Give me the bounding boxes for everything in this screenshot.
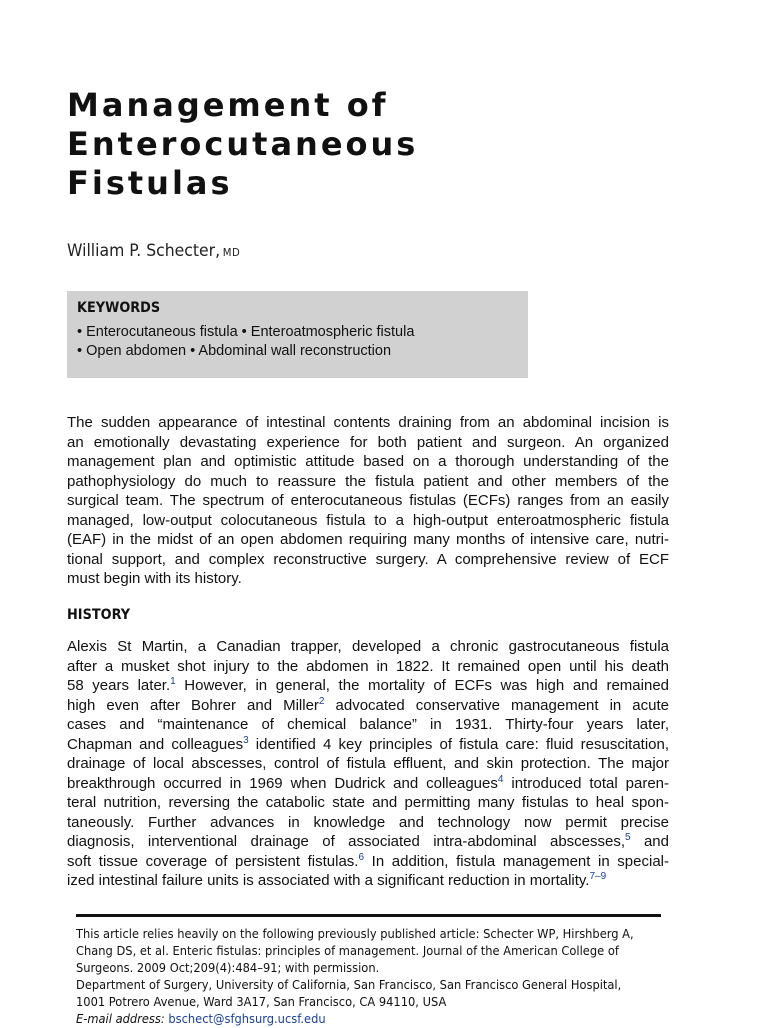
text-line: an emotionally devastating experience for both patient and surgeon. An organized <box>67 433 669 451</box>
text-segment: advocated conservative management in acute <box>324 696 669 714</box>
text-line <box>67 774 669 794</box>
reference-link[interactable]: 6 <box>358 851 365 863</box>
article-title-line: Enterocutaneous <box>67 125 419 163</box>
text-segment: 58 years later. <box>67 677 171 694</box>
reference-link[interactable]: 2 <box>318 695 325 707</box>
text-segment: In addition, fistula management in special- <box>364 852 669 870</box>
text-line: pathophysiology do much to reassure the fistula patient and other members of the <box>67 472 669 490</box>
reference-link[interactable]: 3 <box>243 734 249 746</box>
footnote-line: This article relies heavily on the following previously published article: Schecter WP, Hirshberg A, <box>76 927 634 941</box>
section-heading-history: HISTORY <box>67 607 131 623</box>
reference-link[interactable]: 7–9 <box>589 871 607 882</box>
author-degree: MD <box>222 246 241 259</box>
text-segment: ized intestinal failure units is associated with a significant reduction in mortality. <box>67 872 590 889</box>
text-line: taneously. Further advances in knowledge and technology now permit precise <box>67 813 669 831</box>
text-segment: diagnosis, interventional drainage of associated intra-abdominal abscesses, <box>67 833 626 850</box>
email-link[interactable]: bschect@sfghsurg.ucsf.edu <box>168 1012 326 1026</box>
history-paragraph <box>67 637 669 891</box>
text-line: Alexis St Martin, a Canadian trapper, developed a chronic gastrocutaneous fistula <box>67 638 669 655</box>
text-segment: identified 4 key principles of fistula care: fluid resuscitation, <box>248 735 670 753</box>
text-line: surgical team. The spectrum of enterocutaneous fistulas (ECFs) ranges from an easily <box>67 492 669 509</box>
email-label: E-mail address: <box>76 1012 165 1026</box>
reference-link[interactable]: 5 <box>625 832 631 843</box>
footnote-line: 1001 Potrero Avenue, Ward 3A17, San Francisco, CA 94110, USA <box>76 995 447 1009</box>
text-line <box>67 696 669 716</box>
text-line: must begin with its history. <box>67 570 242 587</box>
author-byline <box>67 240 240 264</box>
text-line: The sudden appearance of intestinal contents draining from an abdominal incision is <box>67 414 669 431</box>
keywords-heading: KEYWORDS <box>77 300 161 316</box>
footnote-line: Surgeons. 2009 Oct;209(4):484–91; with permission. <box>76 961 380 975</box>
text-line: after a musket shot injury to the abdomen in 1822. It remained open until his death <box>67 657 669 675</box>
author-name: William P. Schecter, <box>67 241 221 261</box>
text-segment: soft tissue coverage of persistent fistulas. <box>67 852 359 870</box>
footnote-email-line <box>76 1011 639 1028</box>
reference-link[interactable]: 1 <box>170 676 176 687</box>
text-line: tional support, and complex reconstructive surgery. A comprehensive review of ECF <box>67 550 669 568</box>
text-line <box>67 871 669 891</box>
text-line <box>67 735 669 755</box>
footnote-line: Chang DS, et al. Enteric fistulas: principles of management. Journal of the American College of <box>76 944 619 958</box>
keywords-line: • Enterocutaneous fistula • Enteroatmospheric fistula <box>77 324 415 340</box>
text-line: cases and “maintenance of chemical balance” in 1931. Thirty-four years later, <box>67 716 669 733</box>
text-line: managed, low-output colocutaneous fistula to a high-output enteroatmospheric fistula <box>67 511 669 529</box>
text-line <box>67 832 669 852</box>
article-title <box>67 86 487 203</box>
footnote-line: Department of Surgery, University of California, San Francisco, San Francisco General Hospital, <box>76 978 622 992</box>
article-title-line: Fistulas <box>67 164 233 202</box>
text-line <box>67 676 669 696</box>
article-title-line: Management of <box>67 86 389 124</box>
text-line: teral nutrition, reversing the catabolic state and permitting many fistulas to heal spon- <box>67 794 669 811</box>
text-segment: and <box>630 833 669 850</box>
text-line <box>67 852 669 872</box>
footnote <box>76 926 666 1028</box>
text-line: (EAF) in the midst of an open abdomen requiring many months of intensive care, nutri- <box>67 531 669 548</box>
text-line: drainage of local abscesses, control of fistula effluent, and skin protection. The major <box>67 755 669 772</box>
keywords-line: • Open abdomen • Abdominal wall reconstruction <box>77 343 392 359</box>
text-segment: However, in general, the mortality of ECFs was high and remained <box>175 677 670 694</box>
footnote-divider <box>76 914 661 917</box>
text-segment: high even after Bohrer and Miller <box>67 696 319 714</box>
reference-link[interactable]: 4 <box>497 773 504 785</box>
intro-paragraph <box>67 413 669 589</box>
text-segment: introduced total paren- <box>503 774 670 792</box>
text-segment: breakthrough occurred in 1969 when Dudrick and colleagues <box>67 774 498 792</box>
keywords-box <box>67 291 528 378</box>
text-segment: Chapman and colleagues <box>67 735 244 753</box>
text-line: management plan and optimistic attitude based on a thorough understanding of the <box>67 453 669 470</box>
